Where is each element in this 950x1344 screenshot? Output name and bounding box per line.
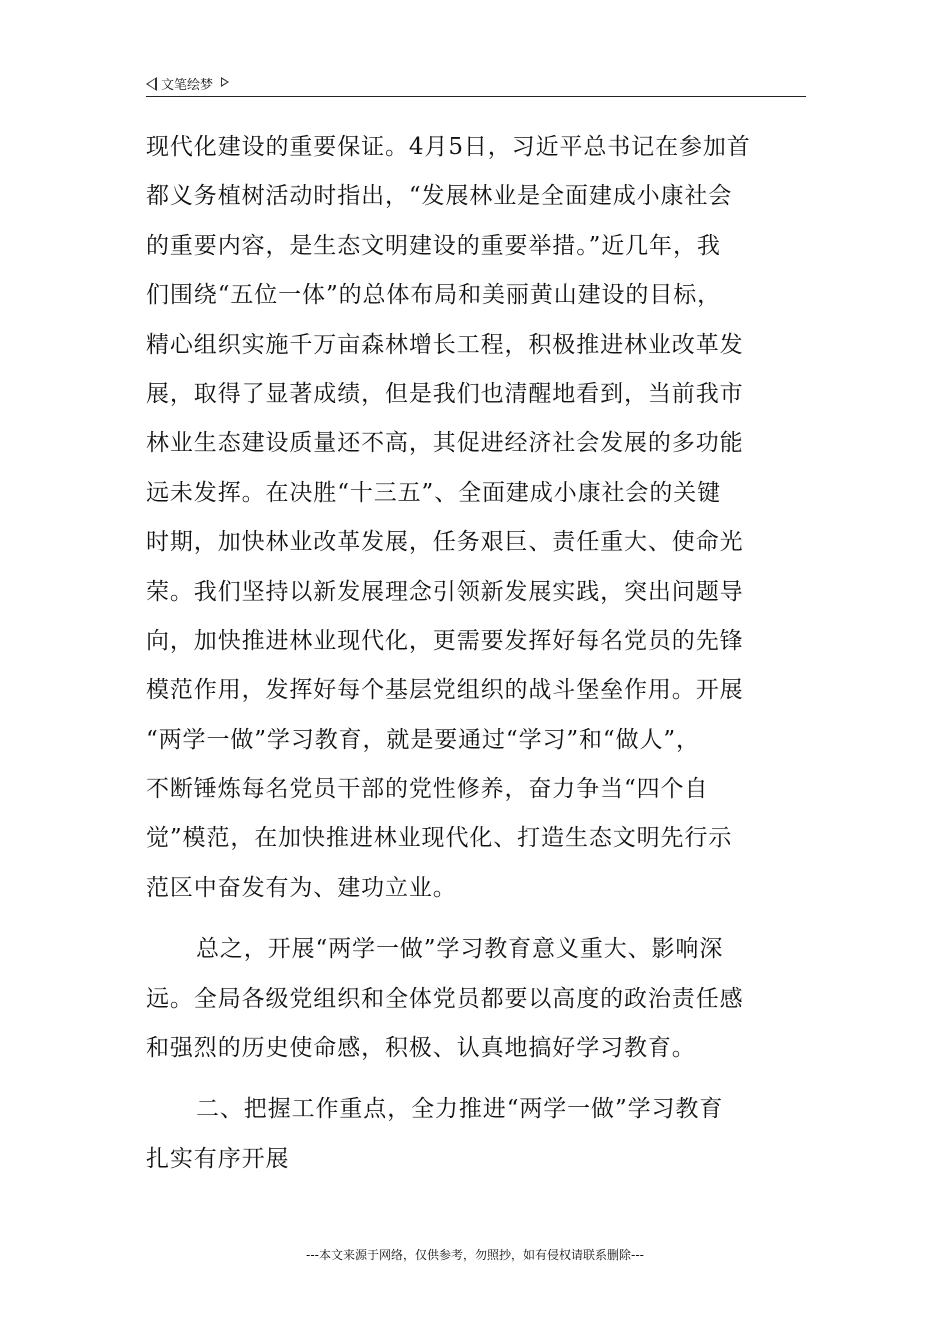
text-line: 精心组织实施千万亩森林增长工程，积极推进林业改革发	[146, 331, 744, 358]
footer-disclaimer: ---本文来源于网络，仅供参考，勿照抄，如有侵权请联系删除---	[306, 1248, 644, 1262]
paragraph-gap	[146, 913, 806, 925]
text-line: 现代化建设的重要保证。4月5日，习近平总书记在参加首	[146, 134, 751, 160]
text-line: 展，取得了显著成绩，但是我们也清醒地看到，当前我市	[146, 380, 744, 407]
text-line: 们围绕“五位一体”的总体布局和美丽黄山建设的目标，	[146, 282, 722, 309]
triangle-left-icon	[146, 77, 157, 91]
heading-line: 扎实有序开展	[146, 1145, 290, 1172]
text-line: 远未发挥。在决胜“十三五”、全面建成小康社会的关键	[146, 479, 722, 506]
paragraph-1	[146, 123, 806, 913]
triangle-right-icon	[221, 77, 229, 87]
text-line: 远。全局各级党组织和全体党员都要以高度的政治责任感	[146, 985, 744, 1012]
text-line: 总之，开展“两学一做”学习教育意义重大、影响深	[196, 936, 724, 963]
text-line: 范区中奋发有为、建功立业。	[146, 874, 457, 901]
text-line: 不断锤炼每名党员干部的党性修养，奋力争当“四个自	[146, 776, 709, 803]
text-line: 觉”模范，在加快推进林业现代化、打造生态文明先行示	[146, 825, 733, 852]
paragraph-2	[146, 925, 806, 1073]
paragraph-gap	[146, 1073, 806, 1085]
text-line: 荣。我们坚持以新发展理念引领新发展实践，突出问题导	[146, 578, 744, 605]
text-line: 的重要内容，是生态文明建设的重要举措。”近几年，我	[146, 232, 721, 259]
page-header	[146, 72, 806, 97]
text-line: 林业生态建设质量还不高，其促进经济社会发展的多功能	[146, 430, 744, 457]
text-line: 时期，加快林业改革发展，任务艰巨、责任重大、使命光	[146, 529, 744, 556]
document-body	[146, 123, 806, 1184]
heading-line: 二、把握工作重点，全力推进“两学一做”学习教育	[196, 1096, 724, 1123]
text-line: 都义务植树活动时指出，“发展林业是全面建成小康社会	[146, 183, 733, 210]
text-line: “两学一做”学习教育，就是要通过“学习”和“做人”，	[146, 726, 700, 753]
text-line: 模范作用，发挥好每个基层党组织的战斗堡垒作用。开展	[146, 677, 744, 704]
text-line: 和强烈的历史使命感，积极、认真地搞好学习教育。	[146, 1035, 696, 1062]
header-title: 文笔绘梦	[161, 78, 214, 93]
header-brand	[146, 74, 229, 93]
text-line: 向，加快推进林业现代化，更需要发挥好每名党员的先锋	[146, 627, 744, 654]
section-heading	[146, 1085, 806, 1184]
